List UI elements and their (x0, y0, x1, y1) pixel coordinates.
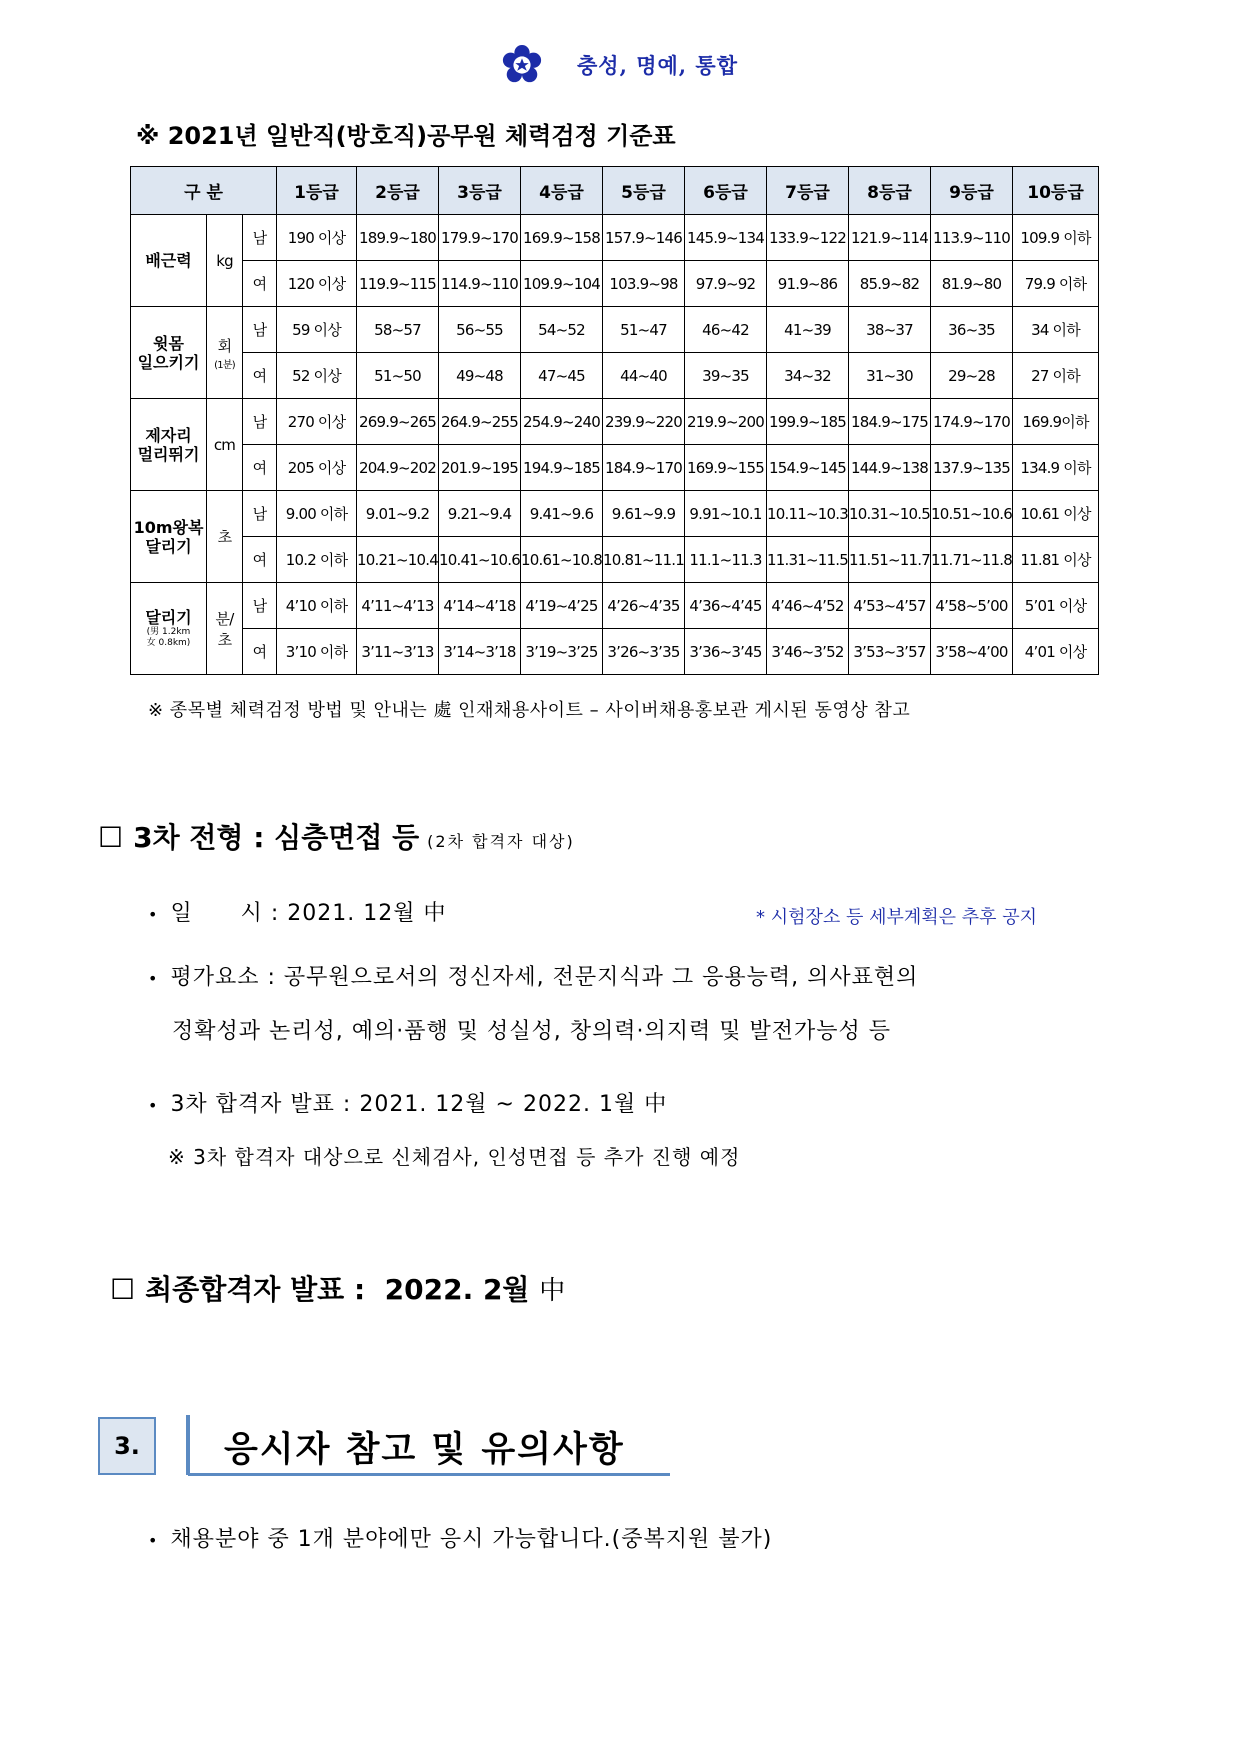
eval-line-2: 정확성과 논리성, 예의·품행 및 성실성, 창의력·의지력 및 발전가능성 등 (172, 1019, 891, 1044)
grade-value: 9.01~9.2 (357, 491, 439, 537)
grade-value: 10.61~10.8 (521, 537, 603, 583)
grade-value: 4’46~4’52 (767, 583, 849, 629)
grade-value: 9.00 이하 (277, 491, 357, 537)
checkbox-glyph: ☐ (98, 821, 124, 854)
grade-value: 52 이상 (277, 353, 357, 399)
grade-value: 254.9~240 (521, 399, 603, 445)
grade-value: 109.9~104 (521, 261, 603, 307)
grade-value: 59 이상 (277, 307, 357, 353)
grade-value: 4’26~4’35 (603, 583, 685, 629)
bullet-icon: • (148, 969, 159, 988)
emblem-icon (501, 44, 543, 86)
sex-label: 여 (243, 629, 277, 675)
table-row (131, 583, 1099, 629)
event-name: 달리기 (男 1.2km 女 0.8km) (131, 583, 207, 675)
date-item (148, 896, 447, 927)
grade-value: 10.51~10.6 (931, 491, 1013, 537)
grade-value: 264.9~255 (439, 399, 521, 445)
event-name: 배근력 (131, 215, 207, 307)
grade-value: 34~32 (767, 353, 849, 399)
grade-value: 81.9~80 (931, 261, 1013, 307)
grade-value: 3’46~3’52 (767, 629, 849, 675)
header-grade-10: 10등급 (1013, 167, 1099, 215)
grade-value: 79.9 이하 (1013, 261, 1099, 307)
section-3-title: 응시자 참고 및 유의사항 (224, 1430, 625, 1470)
grade-value: 133.9~122 (767, 215, 849, 261)
motto: 충성, 명예, 통합 (577, 53, 738, 78)
event-name: 윗몸 일으키기 (131, 307, 207, 399)
grade-value: 4’01 이상 (1013, 629, 1099, 675)
third-stage-title: 3차 전형 : 심층면접 등 (133, 821, 420, 854)
grade-value: 56~55 (439, 307, 521, 353)
grade-value: 4’53~4’57 (849, 583, 931, 629)
grade-value: 134.9 이하 (1013, 445, 1099, 491)
table-row (131, 629, 1099, 675)
final-announce-heading (110, 1268, 565, 1308)
grade-value: 189.9~180 (357, 215, 439, 261)
announce-item (148, 1087, 667, 1118)
grade-value: 145.9~134 (685, 215, 767, 261)
header-grade-1: 1등급 (277, 167, 357, 215)
event-unit: 초 (207, 491, 243, 583)
grade-value: 169.9이하 (1013, 399, 1099, 445)
header-grade-4: 4등급 (521, 167, 603, 215)
header-category: 구 분 (131, 167, 277, 215)
sex-label: 여 (243, 445, 277, 491)
table-row (131, 215, 1099, 261)
grade-value: 3’10 이하 (277, 629, 357, 675)
table-row (131, 399, 1099, 445)
grade-value: 10.2 이하 (277, 537, 357, 583)
grade-value: 103.9~98 (603, 261, 685, 307)
grade-value: 179.9~170 (439, 215, 521, 261)
grade-value: 121.9~114 (849, 215, 931, 261)
grade-value: 4’10 이하 (277, 583, 357, 629)
grade-value: 11.31~11.5 (767, 537, 849, 583)
table-title: ※ 2021년 일반직(방호직)공무원 체력검정 기준표 (136, 122, 676, 150)
sex-label: 여 (243, 353, 277, 399)
date-label: 일 시 (170, 901, 263, 926)
sex-label: 여 (243, 537, 277, 583)
grade-value: 10.61 이상 (1013, 491, 1099, 537)
sex-label: 남 (243, 583, 277, 629)
grade-value: 31~30 (849, 353, 931, 399)
header-grade-8: 8등급 (849, 167, 931, 215)
grade-value: 5’01 이상 (1013, 583, 1099, 629)
header-grade-5: 5등급 (603, 167, 685, 215)
notice-item (148, 1522, 772, 1553)
grade-value: 3’26~3’35 (603, 629, 685, 675)
sex-label: 남 (243, 491, 277, 537)
announce-note: ※ 3차 합격자 대상으로 신체검사, 인성면접 등 추가 진행 예정 (168, 1145, 741, 1169)
event-unit: 회 (1분) (207, 307, 243, 399)
date-note: * 시험장소 등 세부계획은 추후 공지 (756, 907, 1038, 928)
grade-value: 10.21~10.4 (357, 537, 439, 583)
header-grade-6: 6등급 (685, 167, 767, 215)
section-title-bar (186, 1415, 190, 1475)
header-grade-2: 2등급 (357, 167, 439, 215)
final-announce-suffix: 中 (539, 1276, 566, 1306)
grade-value: 4’14~4’18 (439, 583, 521, 629)
page-header (0, 40, 1239, 90)
grade-value: 9.91~10.1 (685, 491, 767, 537)
event-unit: 분/ 초 (207, 583, 243, 675)
grade-value: 154.9~145 (767, 445, 849, 491)
grade-value: 38~37 (849, 307, 931, 353)
grade-value: 27 이하 (1013, 353, 1099, 399)
notice-text: 채용분야 중 1개 분야에만 응시 가능합니다.(중복지원 불가) (170, 1527, 773, 1552)
grade-value: 10.11~10.3 (767, 491, 849, 537)
event-unit: cm (207, 399, 243, 491)
table-row (131, 445, 1099, 491)
header-grade-9: 9등급 (931, 167, 1013, 215)
grade-value: 85.9~82 (849, 261, 931, 307)
grade-value: 54~52 (521, 307, 603, 353)
table-row (131, 307, 1099, 353)
grade-value: 270 이상 (277, 399, 357, 445)
grade-value: 97.9~92 (685, 261, 767, 307)
grade-value: 109.9 이하 (1013, 215, 1099, 261)
grade-value: 10.41~10.6 (439, 537, 521, 583)
announce-text: 3차 합격자 발표 : 2021. 12월 ~ 2022. 1월 中 (170, 1092, 668, 1117)
event-unit: kg (207, 215, 243, 307)
grade-value: 190 이상 (277, 215, 357, 261)
grade-value: 184.9~175 (849, 399, 931, 445)
grade-value: 51~47 (603, 307, 685, 353)
date-value: : 2021. 12월 中 (270, 901, 447, 926)
grade-value: 205 이상 (277, 445, 357, 491)
grade-value: 39~35 (685, 353, 767, 399)
grade-value: 199.9~185 (767, 399, 849, 445)
grade-value: 144.9~138 (849, 445, 931, 491)
grade-value: 157.9~146 (603, 215, 685, 261)
eval-line-1: 평가요소 : 공무원으로서의 정신자세, 전문지식과 그 응용능력, 의사표현의 (170, 965, 919, 990)
grade-value: 44~40 (603, 353, 685, 399)
grade-value: 137.9~135 (931, 445, 1013, 491)
grade-value: 3’36~3’45 (685, 629, 767, 675)
grade-value: 174.9~170 (931, 399, 1013, 445)
bullet-icon: • (148, 905, 159, 924)
grade-value: 36~35 (931, 307, 1013, 353)
third-stage-note: (2차 합격자 대상) (427, 832, 575, 851)
grade-value: 184.9~170 (603, 445, 685, 491)
bullet-icon: • (148, 1531, 159, 1550)
final-announce-title: 최종합격자 발표 : 2022. 2월 (145, 1273, 530, 1306)
grade-value: 47~45 (521, 353, 603, 399)
section-title-underline (188, 1473, 670, 1476)
event-name: 제자리 멀리뛰기 (131, 399, 207, 491)
table-row (131, 491, 1099, 537)
grade-value: 49~48 (439, 353, 521, 399)
grade-value: 3’58~4’00 (931, 629, 1013, 675)
header-grade-3: 3등급 (439, 167, 521, 215)
grade-value: 4’11~4’13 (357, 583, 439, 629)
grade-value: 9.21~9.4 (439, 491, 521, 537)
grade-value: 29~28 (931, 353, 1013, 399)
sex-label: 남 (243, 399, 277, 445)
grade-value: 11.81 이상 (1013, 537, 1099, 583)
grade-value: 239.9~220 (603, 399, 685, 445)
grade-value: 3’11~3’13 (357, 629, 439, 675)
grade-value: 58~57 (357, 307, 439, 353)
grade-value: 9.41~9.6 (521, 491, 603, 537)
grade-value: 4’19~4’25 (521, 583, 603, 629)
grade-value: 11.71~11.8 (931, 537, 1013, 583)
grade-value: 34 이하 (1013, 307, 1099, 353)
grade-value: 46~42 (685, 307, 767, 353)
grade-value: 9.61~9.9 (603, 491, 685, 537)
table-header-row (131, 167, 1099, 215)
bullet-icon: • (148, 1096, 159, 1115)
section-number-box: 3. (98, 1417, 156, 1475)
grade-value: 204.9~202 (357, 445, 439, 491)
sex-label: 여 (243, 261, 277, 307)
grade-value: 11.51~11.7 (849, 537, 931, 583)
grade-value: 119.9~115 (357, 261, 439, 307)
grade-value: 4’36~4’45 (685, 583, 767, 629)
sex-label: 남 (243, 307, 277, 353)
grade-value: 194.9~185 (521, 445, 603, 491)
table-row (131, 537, 1099, 583)
grade-value: 269.9~265 (357, 399, 439, 445)
grade-value: 113.9~110 (931, 215, 1013, 261)
grade-value: 4’58~5’00 (931, 583, 1013, 629)
grade-value: 169.9~158 (521, 215, 603, 261)
grade-value: 51~50 (357, 353, 439, 399)
event-name: 10m왕복 달리기 (131, 491, 207, 583)
table-row (131, 261, 1099, 307)
grade-value: 201.9~195 (439, 445, 521, 491)
grade-value: 3’14~3’18 (439, 629, 521, 675)
sex-label: 남 (243, 215, 277, 261)
grade-value: 10.31~10.5 (849, 491, 931, 537)
grade-value: 114.9~110 (439, 261, 521, 307)
fitness-standards-table (130, 166, 1099, 675)
table-note: ※ 종목별 체력검정 방법 및 안내는 處 인재채용사이트 – 사이버채용홍보관 게시된 동영상 참고 (148, 700, 911, 721)
grade-value: 41~39 (767, 307, 849, 353)
grade-value: 120 이상 (277, 261, 357, 307)
eval-item (148, 960, 918, 991)
checkbox-glyph: ☐ (110, 1273, 136, 1306)
grade-value: 3’53~3’57 (849, 629, 931, 675)
grade-value: 219.9~200 (685, 399, 767, 445)
grade-value: 10.81~11.1 (603, 537, 685, 583)
grade-value: 11.1~11.3 (685, 537, 767, 583)
header-grade-7: 7등급 (767, 167, 849, 215)
grade-value: 169.9~155 (685, 445, 767, 491)
grade-value: 3’19~3’25 (521, 629, 603, 675)
table-row (131, 353, 1099, 399)
grade-value: 91.9~86 (767, 261, 849, 307)
third-stage-heading (98, 816, 575, 856)
